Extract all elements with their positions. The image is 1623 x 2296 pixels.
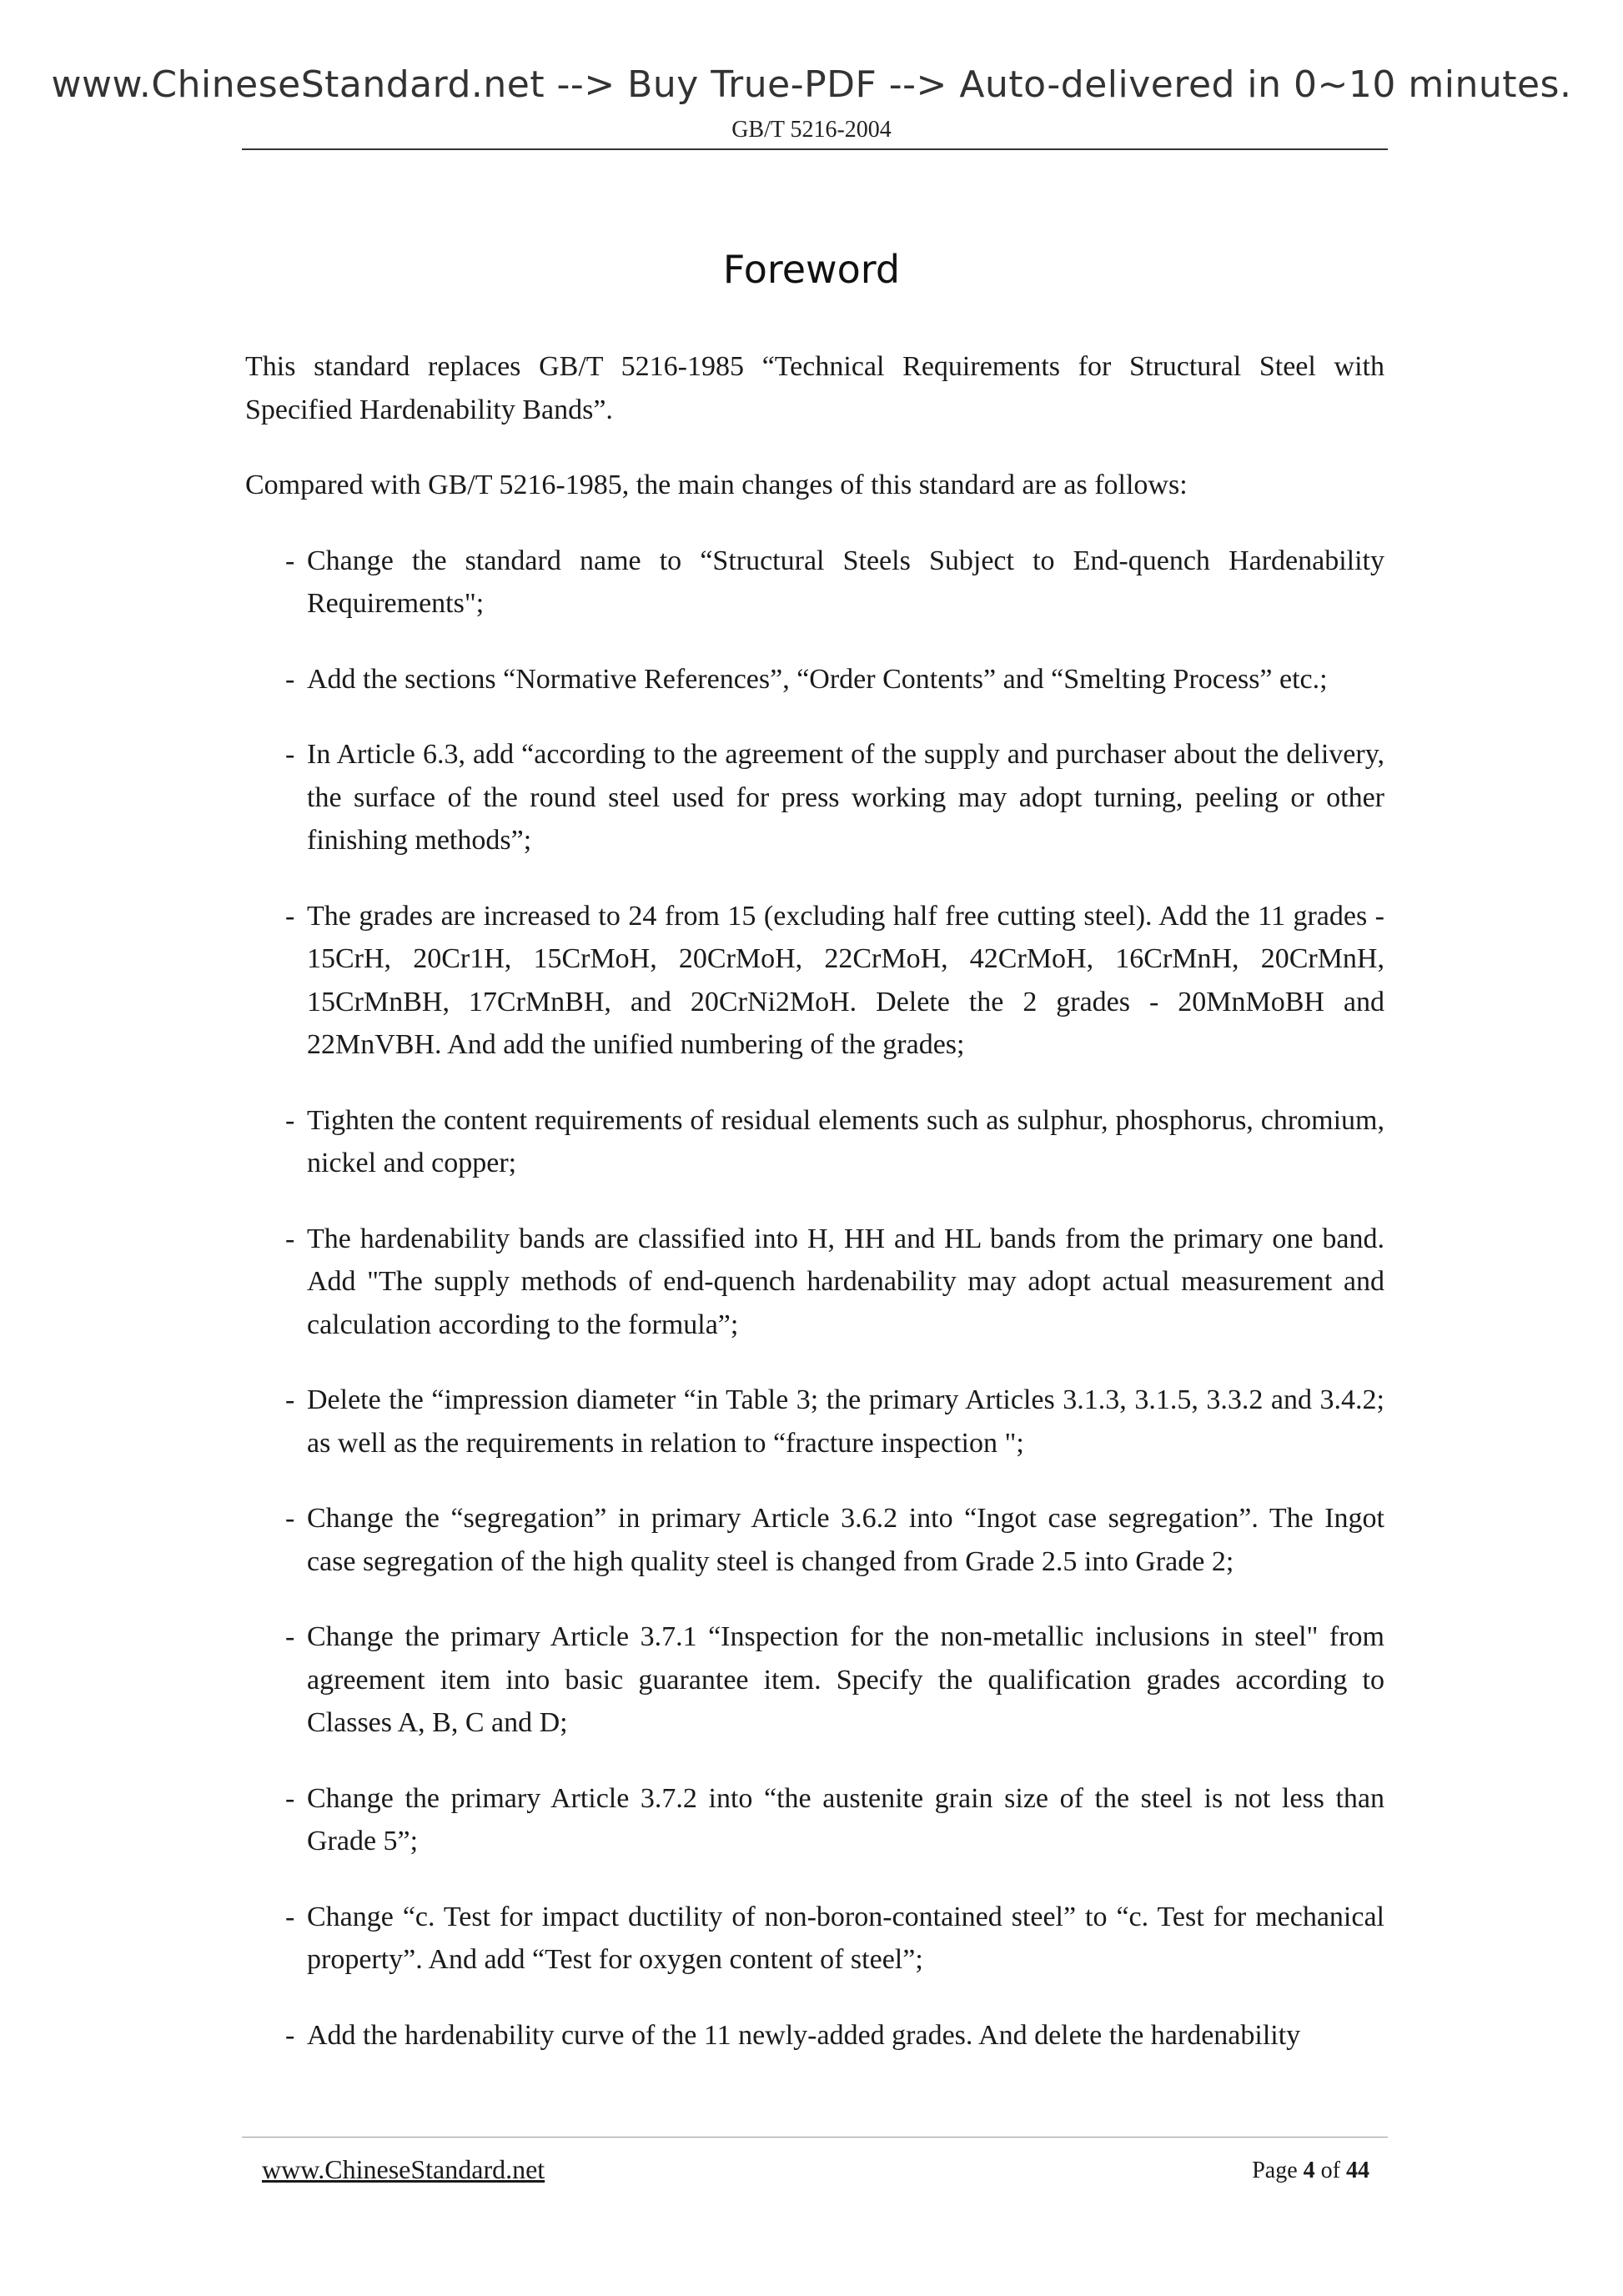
change-item — [245, 540, 1384, 625]
list-dash: - — [285, 1503, 295, 1534]
change-text: Change the standard name to “Structural Steels Subject to End-quench Hardenability Requirements"; — [307, 545, 1384, 619]
change-item — [245, 1777, 1384, 1863]
change-item — [245, 1896, 1384, 1982]
intro-paragraph: Compared with GB/T 5216-1985, the main changes of this standard are as follows: — [245, 470, 1188, 500]
change-text: Delete the “impression diameter “in Table 3; the primary Articles 3.1.3, 3.1.5, 3.3.2 and 3.4.2; as well as the requirements in relation to “fracture inspection "; — [307, 1384, 1384, 1459]
change-item — [245, 733, 1384, 862]
change-item — [245, 1218, 1384, 1347]
page-title: Foreword — [722, 247, 901, 292]
page-current: 4 — [1303, 2158, 1315, 2183]
change-item — [245, 1379, 1384, 1465]
list-dash: - — [285, 1104, 295, 1136]
change-text: Add the sections “Normative References”, “Order Contents” and “Smelting Process” etc.; — [307, 663, 1328, 695]
change-item — [245, 658, 1384, 701]
footer-divider — [242, 2137, 1388, 2138]
top-banner: www.ChineseStandard.net --> Buy True-PDF --> Auto-delivered in 0~10 minutes. — [51, 63, 1572, 106]
change-item — [245, 895, 1384, 1067]
list-dash: - — [285, 2019, 295, 2051]
page-label: Page — [1252, 2158, 1298, 2183]
list-dash: - — [285, 545, 295, 576]
change-text: Tighten the content requirements of residual elements such as sulphur, phosphorus, chromium, nickel and copper; — [307, 1104, 1384, 1178]
page-total: 44 — [1346, 2158, 1369, 2183]
change-text: Change the “segregation” in primary Article 3.6.2 into “Ingot case segregation”. The Ingot case segregation of the high quality steel is changed from Grade 2.5 into Grade 2; — [307, 1503, 1384, 1577]
list-dash: - — [285, 1621, 295, 1652]
change-text: The hardenability bands are classified into H, HH and HL bands from the primary one band. Add "The supply methods of end-quench hardenability may adopt actual measurement and calculation according to the formula”; — [307, 1223, 1384, 1340]
standard-code: GB/T 5216-2004 — [731, 117, 892, 143]
foreword-body — [245, 345, 1384, 2089]
list-dash: - — [285, 900, 295, 932]
change-item — [245, 1497, 1384, 1583]
list-dash: - — [285, 663, 295, 695]
list-dash: - — [285, 1901, 295, 1932]
list-dash: - — [285, 1782, 295, 1814]
change-item — [245, 2014, 1384, 2057]
header-divider — [242, 148, 1388, 150]
list-dash: - — [285, 739, 295, 770]
page-of: of — [1320, 2158, 1340, 2183]
change-text: Add the hardenability curve of the 11 newly-added grades. And delete the hardenability — [307, 2019, 1301, 2051]
change-item — [245, 1099, 1384, 1185]
change-text: In Article 6.3, add “according to the agreement of the supply and purchaser about the delivery, the surface of the round steel used for press working may adopt turning, peeling or other finishing methods”; — [307, 739, 1384, 856]
change-text: Change the primary Article 3.7.1 “Inspection for the non-metallic inclusions in steel" from agreement item into basic guarantee item. Specify the qualification grades according to Classes A, B, C and D; — [307, 1621, 1384, 1738]
list-dash: - — [285, 1384, 295, 1415]
change-item — [245, 1615, 1384, 1745]
intro-paragraph: This standard replaces GB/T 5216-1985 “Technical Requirements for Structural Steel with Specified Hardenability Bands”. — [245, 351, 1384, 425]
list-dash: - — [285, 1223, 295, 1254]
footer-site-link[interactable]: www.ChineseStandard.net — [262, 2154, 545, 2184]
page-number — [1252, 2158, 1369, 2184]
change-text: The grades are increased to 24 from 15 (excluding half free cutting steel). Add the 11 grades - 15CrH, 20Cr1H, 15CrMoH, 20CrMoH, 22CrMoH, 42CrMoH, 16CrMnH, 20CrMnH, 15CrMnBH, 17CrMnBH, and 20CrNi2MoH. Delete the 2 grades - 20MnMoBH and 22MnVBH. And add the unified numbering of the grades; — [307, 900, 1384, 1060]
change-text: Change “c. Test for impact ductility of non-boron-contained steel” to “c. Test for mechanical property”. And add “Test for oxygen content of steel”; — [307, 1901, 1384, 1975]
change-text: Change the primary Article 3.7.2 into “the austenite grain size of the steel is not less than Grade 5”; — [307, 1782, 1384, 1856]
